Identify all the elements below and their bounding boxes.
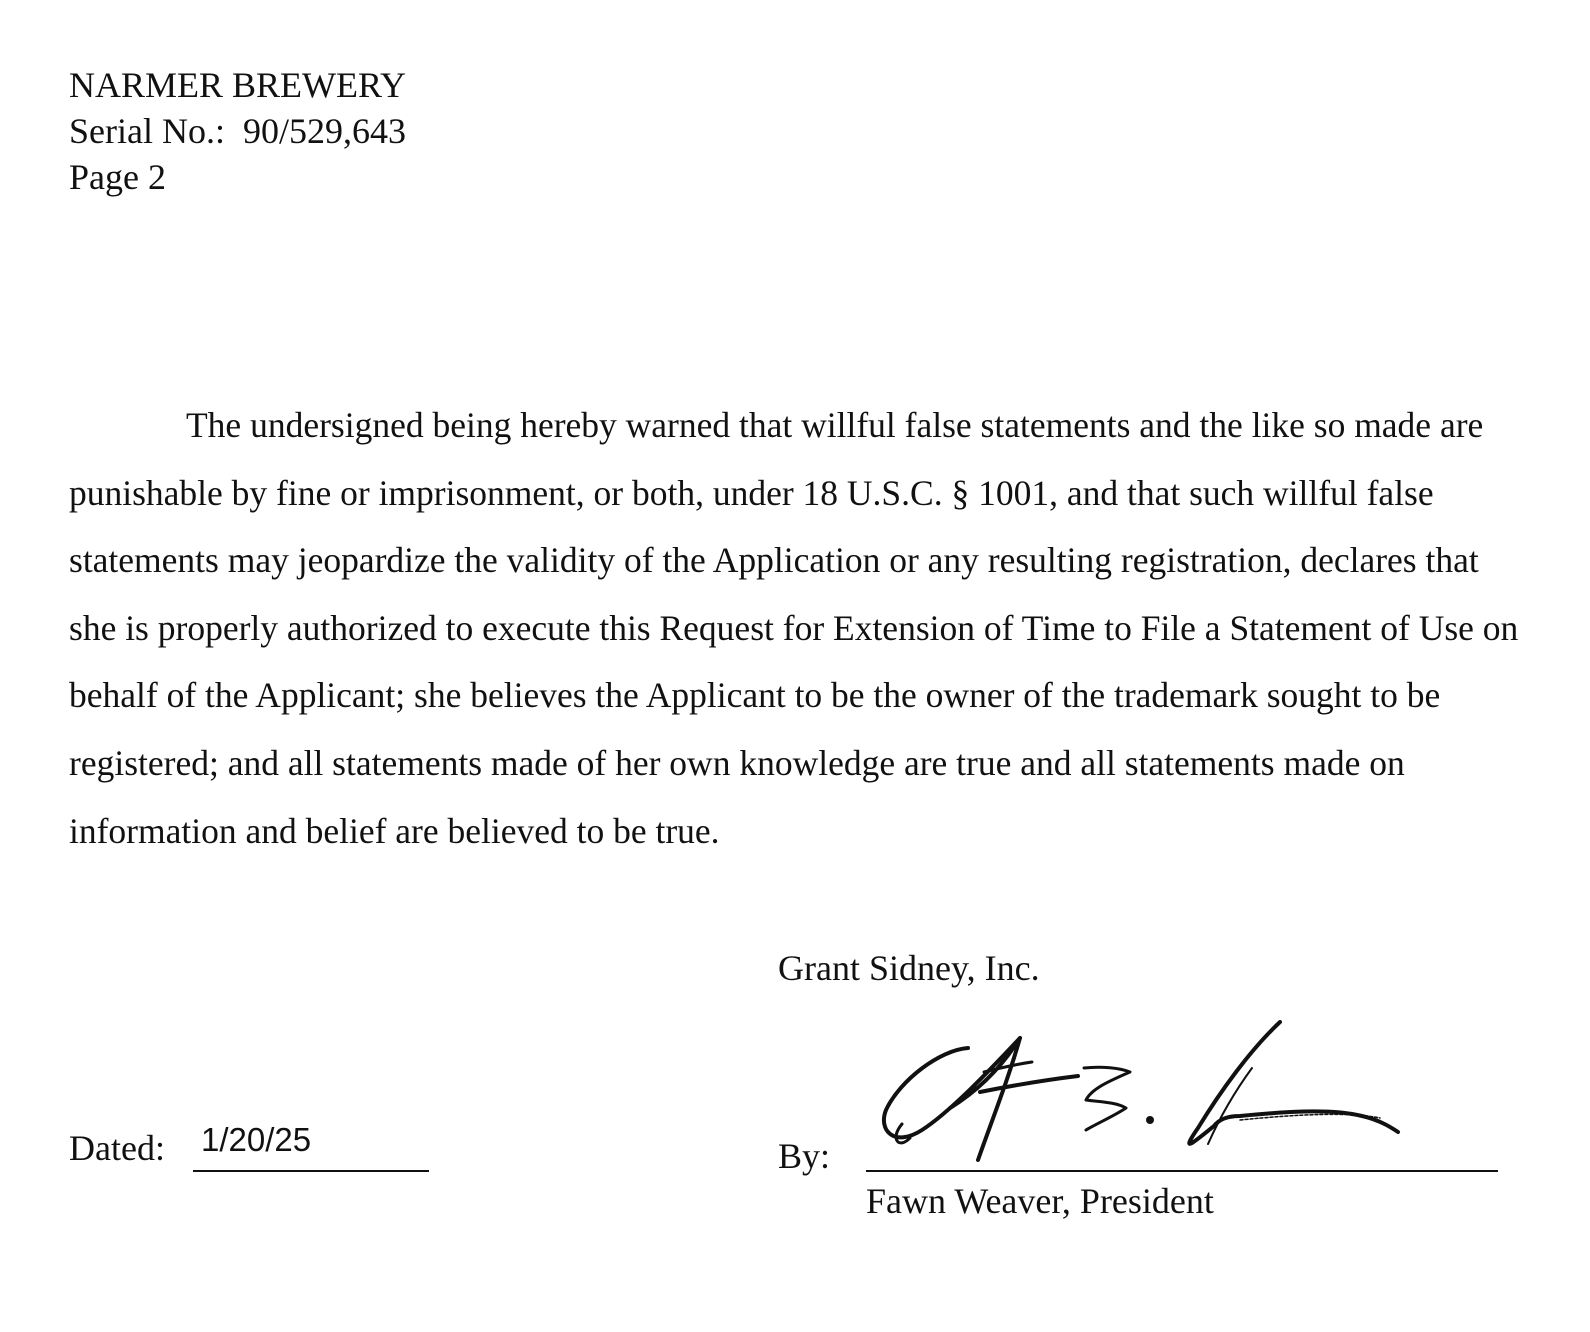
signature-stroke: [1189, 1022, 1398, 1144]
signatory-company: Grant Sidney, Inc.: [778, 948, 1040, 988]
company-name: NARMER BREWERY: [69, 65, 407, 105]
dated-underline: [193, 1170, 429, 1172]
signature-stroke: [896, 1124, 910, 1143]
dated-value: 1/20/25: [201, 1121, 312, 1158]
by-label: By:: [778, 1136, 831, 1176]
page-number: Page 2: [69, 157, 166, 197]
serial-number: 90/529,643: [242, 111, 406, 151]
signature-stroke: [1084, 1067, 1130, 1130]
signature-stroke: [980, 1076, 1078, 1092]
signature-stroke: [978, 1038, 1020, 1160]
signature-underline: [866, 1170, 1498, 1172]
document-header: [69, 62, 406, 200]
handwritten-signature: [880, 1020, 1440, 1190]
dated-label: Dated:: [69, 1128, 165, 1168]
serial-line: [69, 108, 406, 154]
serial-label: Serial No.:: [69, 111, 225, 151]
signer-name-title: Fawn Weaver, President: [866, 1181, 1214, 1221]
signature-dot: [1146, 1116, 1154, 1124]
declaration-paragraph: The undersigned being hereby warned that willful false statements and the like so made are punishable by fine or imprisonment, or both, under 18 U.S.C. § 1001, and that such willful false statements may jeopardize the validity of the Application or any resulting registration, declares that she is properly authorized to execute this Request for Extension of Time to File a Statement of Use on behalf of the Applicant; she believes the Applicant to be the owner of the trademark sought to be registered; and all statements made of her own knowledge are true and all statements made on information and belief are believed to be true.: [69, 405, 1519, 851]
